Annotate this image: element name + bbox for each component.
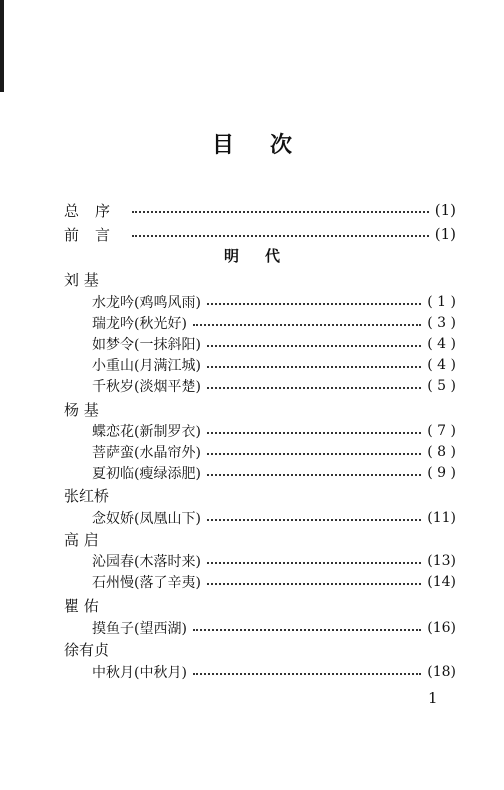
toc-entry-label: 前言	[64, 225, 127, 244]
author-name: 张红桥	[64, 487, 110, 505]
dot-leader	[207, 345, 421, 347]
author-name: 杨 基	[64, 401, 99, 419]
poem-title: 蝶恋花(新制罗衣)	[92, 424, 201, 440]
poem-page: (16)	[427, 620, 456, 636]
poem-title: 瑞龙吟(秋光好)	[92, 316, 187, 332]
toc-entry[interactable]	[92, 508, 456, 528]
scan-edge-mark	[0, 0, 4, 92]
dot-leader	[207, 366, 421, 368]
poem-page: ( 5 )	[427, 378, 456, 394]
poem-title: 中秋月(中秋月)	[92, 665, 187, 681]
toc-entry[interactable]	[92, 313, 456, 333]
poem-title: 菩萨蛮(水晶帘外)	[92, 445, 201, 461]
poem-page: ( 4 )	[427, 357, 456, 373]
dot-leader	[207, 562, 421, 564]
author-name: 高 启	[64, 531, 99, 549]
poem-page: (11)	[427, 510, 456, 526]
toc-entry[interactable]	[92, 572, 456, 592]
poem-title: 千秋岁(淡烟平楚)	[92, 379, 201, 395]
poem-page: ( 4 )	[427, 336, 456, 352]
toc-entry[interactable]	[92, 376, 456, 396]
toc-entry[interactable]	[92, 662, 456, 682]
toc-entry-label: 总序	[64, 201, 127, 220]
toc-entry[interactable]	[92, 618, 456, 638]
poem-page: (14)	[427, 574, 456, 590]
poem-title: 水龙吟(鸡鸣风雨)	[92, 295, 201, 311]
dot-leader	[193, 629, 421, 631]
toc-entry[interactable]	[92, 355, 456, 375]
dot-leader	[193, 673, 421, 675]
poem-title: 沁园春(木落时来)	[92, 554, 201, 570]
poem-page: ( 8 )	[427, 444, 456, 460]
poem-title: 夏初临(瘦绿添肥)	[92, 466, 201, 482]
poem-title: 念奴娇(凤凰山下)	[92, 511, 201, 527]
toc-entry[interactable]	[92, 421, 456, 441]
poem-title: 如梦令(一抹斜阳)	[92, 337, 201, 353]
page-number: 1	[428, 689, 438, 707]
toc-entry[interactable]	[92, 442, 456, 462]
dot-leader	[193, 324, 421, 326]
author-name: 徐有贞	[64, 641, 110, 659]
dot-leader	[207, 519, 421, 521]
toc-entry[interactable]	[92, 334, 456, 354]
dot-leader	[132, 211, 429, 213]
dot-leader	[132, 235, 429, 237]
poem-page: ( 7 )	[427, 423, 456, 439]
poem-page: (13)	[427, 553, 456, 569]
toc-entry-foreword[interactable]	[64, 224, 456, 244]
poem-page: (18)	[427, 664, 456, 680]
toc-entry-page: (1)	[434, 201, 456, 219]
toc-entry[interactable]	[92, 292, 456, 312]
toc-title: 目次	[211, 133, 328, 158]
toc-entry[interactable]	[92, 463, 456, 483]
poem-page: ( 3 )	[427, 315, 456, 331]
author-name: 瞿 佑	[64, 597, 99, 615]
toc-entry-page: (1)	[434, 225, 456, 243]
poem-title: 石州慢(落了辛夷)	[92, 575, 201, 591]
dot-leader	[207, 432, 421, 434]
poem-title: 小重山(月满江城)	[92, 358, 201, 374]
poem-page: ( 9 )	[427, 465, 456, 481]
poem-title: 摸鱼子(望西湖)	[92, 621, 187, 637]
section-heading: 明代	[223, 247, 306, 265]
dot-leader	[207, 387, 421, 389]
poem-page: ( 1 )	[427, 294, 456, 310]
toc-entry-preface[interactable]	[64, 200, 456, 220]
dot-leader	[207, 583, 421, 585]
author-name: 刘 基	[64, 271, 99, 289]
dot-leader	[207, 474, 421, 476]
dot-leader	[207, 453, 421, 455]
dot-leader	[207, 303, 421, 305]
toc-entry[interactable]	[92, 551, 456, 571]
